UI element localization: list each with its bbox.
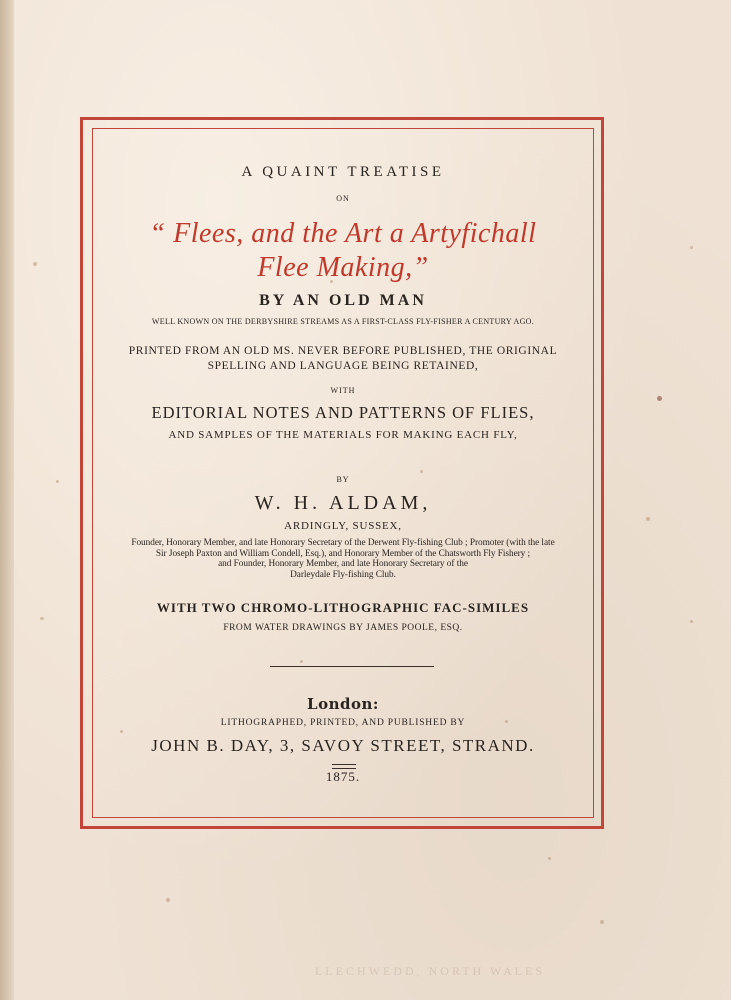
printed-line-2: SPELLING AND LANGUAGE BEING RETAINED, bbox=[207, 360, 479, 372]
page-edge bbox=[0, 0, 14, 1000]
chromo-lithographic-line: WITH TWO CHROMO-LITHOGRAPHIC FAC-SIMILES bbox=[156, 600, 530, 615]
well-known-line: WELL KNOWN ON THE DERBYSHIRE STREAMS AS A FIRST-CLASS FLY-FISHER A CENTURY AGO. bbox=[151, 317, 535, 326]
by-line: BY bbox=[336, 475, 350, 484]
publication-year: 1875. bbox=[325, 769, 361, 784]
credentials-line-4: Darleydale Fly-fishing Club. bbox=[290, 569, 396, 580]
printed-line-1: PRINTED FROM AN OLD MS. NEVER BEFORE PUBLISHED, THE ORIGINAL bbox=[128, 345, 558, 357]
author-location: ARDINGLY, SUSSEX, bbox=[284, 520, 402, 532]
author-credentials bbox=[96, 538, 590, 580]
on-line: ON bbox=[336, 194, 350, 203]
title-page bbox=[96, 128, 590, 814]
book-title-line-1: “ Flees, and the Art a Artyfichall bbox=[149, 218, 537, 249]
by-old-man-line: BY AN OLD MAN bbox=[259, 292, 427, 309]
with-line: WITH bbox=[330, 386, 356, 395]
editorial-notes-line: EDITORIAL NOTES AND PATTERNS OF FLIES, bbox=[151, 403, 535, 422]
quaint-treatise-line: A QUAINT TREATISE bbox=[241, 164, 445, 180]
bleed-through-text: LLECHWEDD, NORTH WALES bbox=[314, 964, 546, 978]
credentials-line-1: Founder, Honorary Member, and late Honorary Secretary of the Derwent Fly-fishing Club ; Promoter (with the late bbox=[131, 538, 555, 548]
water-drawings-line: FROM WATER DRAWINGS BY JAMES POOLE, ESQ. bbox=[223, 623, 463, 633]
credentials-line-2: Sir Joseph Paxton and William Condell, Esq.), and Honorary Member of the Chatsworth Fly Fishery ; bbox=[155, 548, 531, 559]
book-title-line-2: Flee Making,” bbox=[257, 252, 429, 283]
lithographed-line: LITHOGRAPHED, PRINTED, AND PUBLISHED BY bbox=[220, 718, 466, 728]
credentials-line-3: and Founder, Honorary Member, and late Honorary Secretary of the bbox=[218, 559, 468, 569]
author-name: W. H. ALDAM, bbox=[254, 492, 432, 514]
imprint-city: London: bbox=[307, 695, 379, 713]
publisher-line: JOHN B. DAY, 3, SAVOY STREET, STRAND. bbox=[151, 736, 535, 755]
divider-rule bbox=[270, 666, 434, 667]
samples-line: AND SAMPLES OF THE MATERIALS FOR MAKING EACH FLY, bbox=[168, 429, 518, 441]
